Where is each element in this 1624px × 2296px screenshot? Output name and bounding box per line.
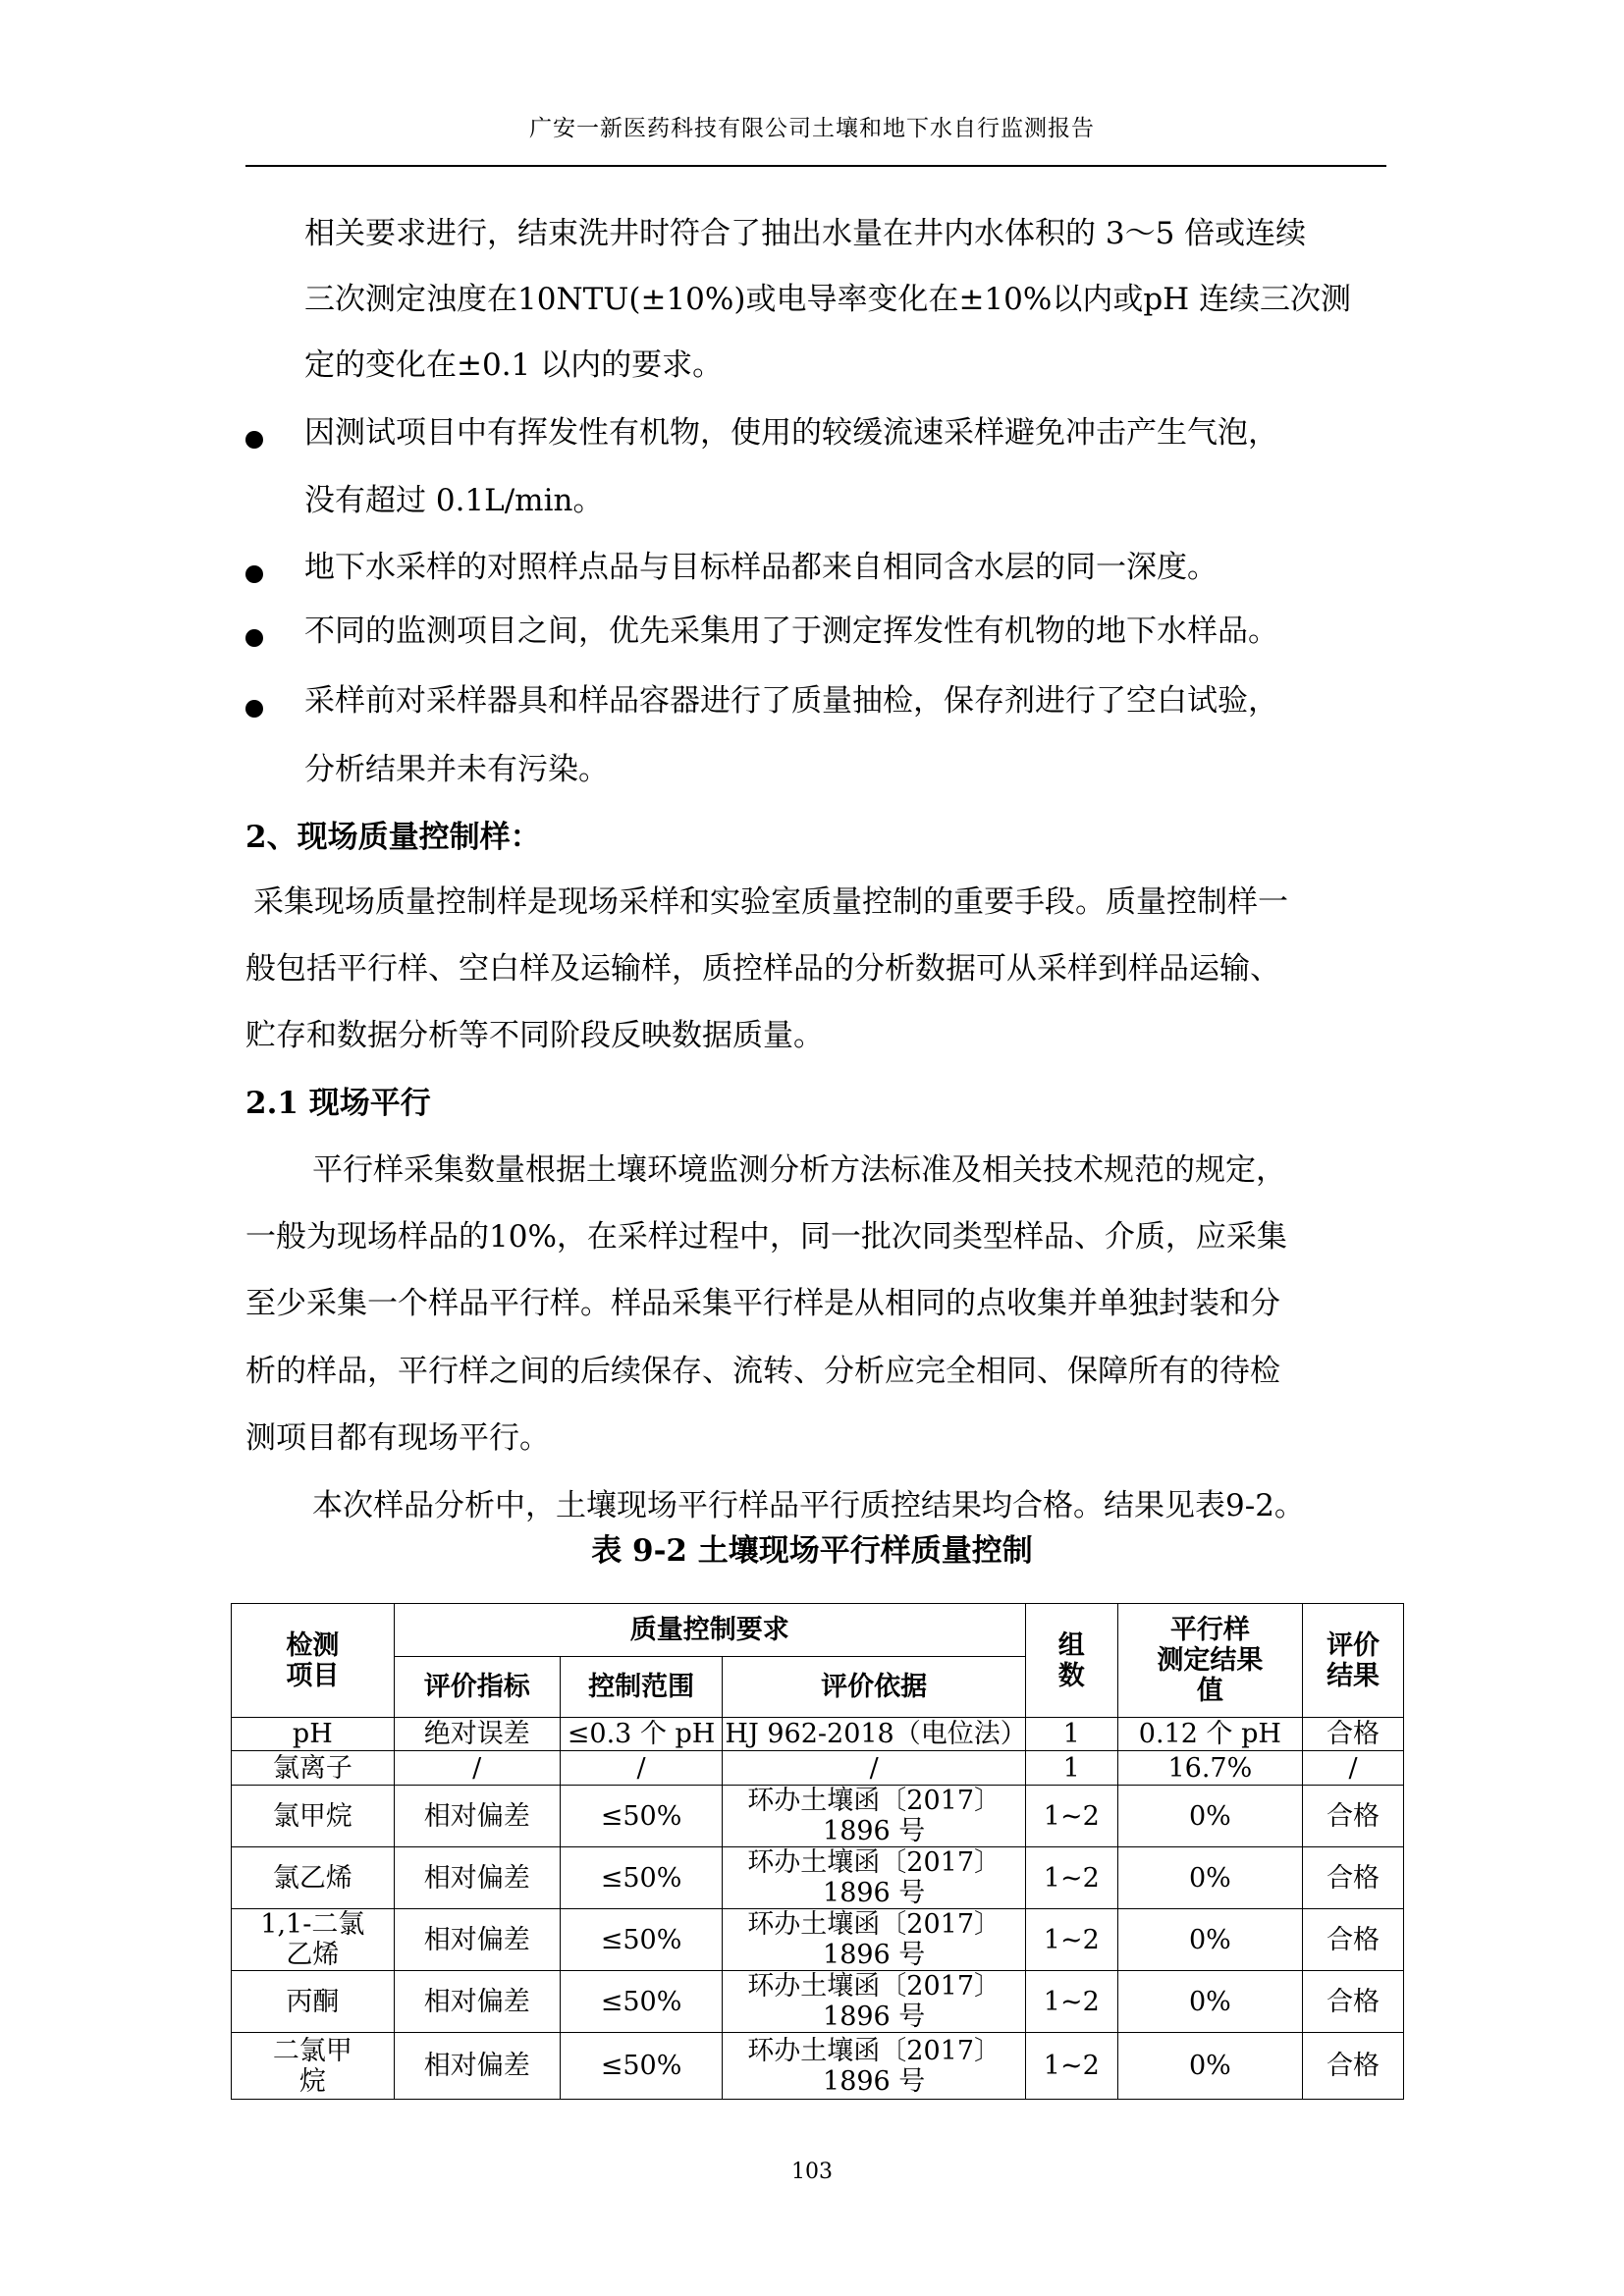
cell-item (232, 1786, 395, 1847)
section-2-1-line-3: 至少采集一个样品平行样。样品采集平行样是从相同的点收集并单独封装和分 (245, 1286, 1280, 1321)
header-item-line: 检测 (286, 1629, 340, 1661)
page-number: 103 (791, 2160, 833, 2184)
header-result-line: 值 (1196, 1676, 1223, 1706)
intro-line-2: 三次测定浊度在10NTU(±10%)或电导率变化在±10%以内或pH 连续三次测 (304, 282, 1352, 317)
header-groups-line: 数 (1057, 1660, 1085, 1691)
bullet-dot (245, 700, 263, 718)
cell-item-line: 丙酮 (286, 1986, 340, 2017)
cell-basis: 环办土壤函〔2017〕1896 号 (723, 2033, 1026, 2100)
cell-item-line: 二氯甲 (272, 2035, 352, 2066)
cell-groups: 1~2 (1025, 1909, 1117, 1971)
running-header: 广安一新医药科技有限公司土壤和地下水自行监测报告 (529, 116, 1095, 141)
header-evaluation-line: 评价 (1326, 1629, 1380, 1661)
cell-result: 0% (1117, 1909, 1303, 1971)
cell-item (232, 1909, 395, 1971)
cell-item (232, 1718, 395, 1751)
cell-evaluation: 合格 (1303, 1971, 1404, 2033)
section-2-1-line-4: 析的样品，平行样之间的后续保存、流转、分析应完全相同、保障所有的待检 (245, 1354, 1280, 1389)
section-2-heading: 2、现场质量控制样： (245, 820, 541, 855)
cell-basis: 环办土壤函〔2017〕1896 号 (723, 1971, 1026, 2033)
header-result (1117, 1604, 1303, 1718)
cell-range: ≤50% (560, 2033, 723, 2100)
table-row (232, 2033, 1404, 2100)
cell-result: 0% (1117, 1847, 1303, 1909)
cell-indicator: 相对偏差 (394, 1909, 560, 1971)
cell-item-line: 氯甲烷 (272, 1800, 352, 1832)
cell-indicator: 相对偏差 (394, 1847, 560, 1909)
header-item-line: 项目 (286, 1660, 340, 1691)
cell-range: ≤0.3 个 pH (560, 1718, 723, 1751)
cell-groups: 1~2 (1025, 1971, 1117, 2033)
cell-evaluation: 合格 (1303, 1718, 1404, 1751)
header-indicator: 评价指标 (394, 1657, 560, 1718)
bullet-2-line-1: 地下水采样的对照样点品与目标样品都来自相同含水层的同一深度。 (304, 550, 1218, 585)
cell-range: ≤50% (560, 1847, 723, 1909)
cell-item-line: 烷 (298, 2065, 326, 2097)
table-row (232, 1786, 1404, 1847)
cell-item-line: pH (292, 1719, 333, 1749)
section-2-1-line-1: 平行样采集数量根据土壤环境监测分析方法标准及相关技术规范的规定， (312, 1152, 1286, 1188)
section-2-1-result-line: 本次样品分析中，土壤现场平行样品平行质控结果均合格。结果见表9-2。 (312, 1488, 1305, 1523)
section-2-1-line-5: 测项目都有现场平行。 (245, 1420, 550, 1456)
header-result-line: 测定结果 (1157, 1645, 1264, 1676)
qc-table (231, 1603, 1404, 2100)
header-qc-requirements: 质量控制要求 (394, 1604, 1025, 1657)
cell-groups: 1~2 (1025, 1847, 1117, 1909)
bullet-dot (245, 565, 263, 583)
cell-indicator: 相对偏差 (394, 1971, 560, 2033)
cell-range: / (560, 1751, 723, 1786)
header-result-line: 平行样 (1169, 1615, 1250, 1645)
cell-indicator: 相对偏差 (394, 2033, 560, 2100)
cell-evaluation: 合格 (1303, 1847, 1404, 1909)
section-2-line-3: 贮存和数据分析等不同阶段反映数据质量。 (245, 1018, 824, 1053)
table-row (232, 1909, 1404, 1971)
cell-indicator: / (394, 1751, 560, 1786)
cell-groups: 1 (1025, 1751, 1117, 1786)
cell-result: 0.12 个 pH (1117, 1718, 1303, 1751)
cell-item (232, 1751, 395, 1786)
cell-result: 16.7% (1117, 1751, 1303, 1786)
cell-indicator: 绝对误差 (394, 1718, 560, 1751)
header-evaluation-line: 结果 (1326, 1660, 1380, 1691)
cell-item-line: 氯乙烯 (272, 1862, 352, 1894)
header-evaluation (1303, 1604, 1404, 1718)
header-range: 控制范围 (560, 1657, 723, 1718)
cell-groups: 1~2 (1025, 2033, 1117, 2100)
cell-basis: 环办土壤函〔2017〕1896 号 (723, 1909, 1026, 1971)
cell-range: ≤50% (560, 1786, 723, 1847)
bullet-4-line-1: 采样前对采样器具和样品容器进行了质量抽检，保存剂进行了空白试验， (304, 683, 1278, 719)
cell-result: 0% (1117, 2033, 1303, 2100)
section-2-line-2: 般包括平行样、空白样及运输样，质控样品的分析数据可从采样到样品运输、 (245, 951, 1280, 987)
header-basis: 评价依据 (723, 1657, 1026, 1718)
intro-line-1: 相关要求进行，结束洗井时符合了抽出水量在井内水体积的 3～5 倍或连续 (304, 216, 1307, 251)
cell-basis: 环办土壤函〔2017〕1896 号 (723, 1847, 1026, 1909)
table-row (232, 1751, 1404, 1786)
header-item (232, 1604, 395, 1718)
table-body (232, 1718, 1404, 2100)
table-row (232, 1718, 1404, 1751)
cell-result: 0% (1117, 1786, 1303, 1847)
bullet-1-line-1: 因测试项目中有挥发性有机物，使用的较缓流速采样避免冲击产生气泡， (304, 415, 1278, 451)
cell-groups: 1~2 (1025, 1786, 1117, 1847)
header-groups-line: 组 (1057, 1629, 1085, 1661)
cell-evaluation: 合格 (1303, 1909, 1404, 1971)
section-2-1-line-2: 一般为现场样品的10%，在采样过程中，同一批次同类型样品、介质，应采集 (245, 1219, 1287, 1255)
bullet-4-line-2: 分析结果并未有污染。 (304, 752, 609, 787)
bullet-dot (245, 431, 263, 449)
table-row (232, 1971, 1404, 2033)
cell-item-line: 1,1-二氯 (260, 1909, 365, 1940)
cell-groups: 1 (1025, 1718, 1117, 1751)
bullet-1-line-2: 没有超过 0.1L/min。 (304, 483, 604, 518)
bullet-dot (245, 629, 263, 647)
cell-range: ≤50% (560, 1909, 723, 1971)
header-rule (245, 165, 1386, 167)
cell-item-line: 氯离子 (272, 1752, 352, 1784)
intro-line-3: 定的变化在±0.1 以内的要求。 (304, 347, 724, 383)
cell-basis: / (723, 1751, 1026, 1786)
cell-item-line: 乙烯 (286, 1940, 340, 1970)
cell-result: 0% (1117, 1971, 1303, 2033)
cell-evaluation: / (1303, 1751, 1404, 1786)
table-row (232, 1847, 1404, 1909)
cell-basis: 环办土壤函〔2017〕1896 号 (723, 1786, 1026, 1847)
bullet-3-line-1: 不同的监测项目之间，优先采集用了于测定挥发性有机物的地下水样品。 (304, 614, 1278, 649)
cell-item (232, 2033, 395, 2100)
cell-basis: HJ 962-2018（电位法） (723, 1718, 1026, 1751)
cell-evaluation: 合格 (1303, 2033, 1404, 2100)
section-2-1-heading: 2.1 现场平行 (245, 1086, 431, 1121)
section-2-line-1: 采集现场质量控制样是现场采样和实验室质量控制的重要手段。质量控制样一 (253, 884, 1288, 920)
table-header-row-1 (232, 1604, 1404, 1657)
header-groups (1025, 1604, 1117, 1718)
cell-item (232, 1971, 395, 2033)
cell-indicator: 相对偏差 (394, 1786, 560, 1847)
cell-item (232, 1847, 395, 1909)
table-caption: 表 9-2 土壤现场平行样质量控制 (591, 1533, 1033, 1569)
cell-evaluation: 合格 (1303, 1786, 1404, 1847)
cell-range: ≤50% (560, 1971, 723, 2033)
